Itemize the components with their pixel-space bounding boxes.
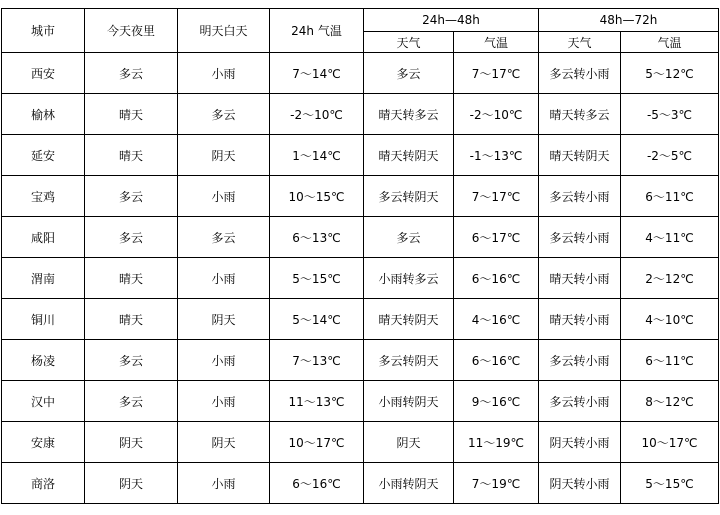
header-period-24-48: 24h—48h (364, 9, 539, 32)
weather-72h-cell: 多云转小雨 (539, 217, 621, 258)
header-weather-48: 天气 (364, 32, 454, 53)
weather-72h-cell: 晴天转阴天 (539, 135, 621, 176)
weather-48h-cell: 阴天 (364, 422, 454, 463)
table-row (2, 340, 719, 381)
weather-72h-cell: 多云转小雨 (539, 381, 621, 422)
temp-48h-cell: -2～10℃ (454, 94, 539, 135)
temp-72h-cell: 4～10℃ (621, 299, 719, 340)
temp-24h-cell: 10～15℃ (270, 176, 364, 217)
table-row (2, 135, 719, 176)
weather-48h-cell: 晴天转阴天 (364, 299, 454, 340)
weather-48h-cell: 多云 (364, 217, 454, 258)
city-cell: 延安 (2, 135, 85, 176)
city-cell: 商洛 (2, 463, 85, 504)
tonight-weather-cell: 多云 (85, 340, 178, 381)
table-row (2, 422, 719, 463)
table-body (2, 53, 719, 504)
temp-24h-cell: 6～13℃ (270, 217, 364, 258)
tomorrow-day-weather-cell: 多云 (178, 94, 270, 135)
tomorrow-day-weather-cell: 阴天 (178, 135, 270, 176)
tomorrow-day-weather-cell: 小雨 (178, 176, 270, 217)
temp-72h-cell: 10～17℃ (621, 422, 719, 463)
temp-72h-cell: -2～5℃ (621, 135, 719, 176)
tomorrow-day-weather-cell: 小雨 (178, 258, 270, 299)
temp-48h-cell: 7～17℃ (454, 176, 539, 217)
weather-72h-cell: 多云转小雨 (539, 340, 621, 381)
header-temp-48: 气温 (454, 32, 539, 53)
tonight-weather-cell: 晴天 (85, 299, 178, 340)
temp-48h-cell: 9～16℃ (454, 381, 539, 422)
weather-72h-cell: 晴天转小雨 (539, 258, 621, 299)
temp-24h-cell: 10～17℃ (270, 422, 364, 463)
weather-72h-cell: 多云转小雨 (539, 176, 621, 217)
tonight-weather-cell: 多云 (85, 53, 178, 94)
city-cell: 渭南 (2, 258, 85, 299)
temp-24h-cell: 5～15℃ (270, 258, 364, 299)
city-cell: 安康 (2, 422, 85, 463)
temp-24h-cell: 11～13℃ (270, 381, 364, 422)
tonight-weather-cell: 晴天 (85, 135, 178, 176)
header-city: 城市 (2, 9, 85, 53)
header-tomorrow-day: 明天白天 (178, 9, 270, 53)
temp-72h-cell: 6～11℃ (621, 340, 719, 381)
tonight-weather-cell: 晴天 (85, 94, 178, 135)
temp-24h-cell: 7～14℃ (270, 53, 364, 94)
temp-72h-cell: 8～12℃ (621, 381, 719, 422)
temp-24h-cell: -2～10℃ (270, 94, 364, 135)
tonight-weather-cell: 多云 (85, 381, 178, 422)
temp-48h-cell: 11～19℃ (454, 422, 539, 463)
temp-48h-cell: -1～13℃ (454, 135, 539, 176)
tonight-weather-cell: 多云 (85, 217, 178, 258)
temp-48h-cell: 6～17℃ (454, 217, 539, 258)
temp-72h-cell: 5～15℃ (621, 463, 719, 504)
header-period-48-72: 48h—72h (539, 9, 719, 32)
tomorrow-day-weather-cell: 小雨 (178, 53, 270, 94)
tomorrow-day-weather-cell: 小雨 (178, 381, 270, 422)
weather-48h-cell: 多云 (364, 53, 454, 94)
temp-24h-cell: 1～14℃ (270, 135, 364, 176)
weather-48h-cell: 晴天转多云 (364, 94, 454, 135)
header-weather-72: 天气 (539, 32, 621, 53)
weather-72h-cell: 阴天转小雨 (539, 463, 621, 504)
weather-48h-cell: 多云转阴天 (364, 176, 454, 217)
temp-48h-cell: 4～16℃ (454, 299, 539, 340)
weather-48h-cell: 晴天转阴天 (364, 135, 454, 176)
tonight-weather-cell: 多云 (85, 176, 178, 217)
city-cell: 西安 (2, 53, 85, 94)
table-row (2, 176, 719, 217)
city-cell: 榆林 (2, 94, 85, 135)
table-row (2, 217, 719, 258)
tomorrow-day-weather-cell: 小雨 (178, 463, 270, 504)
city-cell: 宝鸡 (2, 176, 85, 217)
city-cell: 汉中 (2, 381, 85, 422)
table-row (2, 53, 719, 94)
table-row (2, 381, 719, 422)
weather-72h-cell: 多云转小雨 (539, 53, 621, 94)
weather-48h-cell: 小雨转多云 (364, 258, 454, 299)
temp-24h-cell: 6～16℃ (270, 463, 364, 504)
table-row (2, 299, 719, 340)
weather-72h-cell: 晴天转多云 (539, 94, 621, 135)
tonight-weather-cell: 晴天 (85, 258, 178, 299)
table-header (2, 9, 719, 53)
temp-72h-cell: 6～11℃ (621, 176, 719, 217)
temp-72h-cell: 2～12℃ (621, 258, 719, 299)
temp-24h-cell: 7～13℃ (270, 340, 364, 381)
temp-72h-cell: 5～12℃ (621, 53, 719, 94)
weather-48h-cell: 多云转阴天 (364, 340, 454, 381)
temp-48h-cell: 6～16℃ (454, 258, 539, 299)
temp-72h-cell: 4～11℃ (621, 217, 719, 258)
city-cell: 咸阳 (2, 217, 85, 258)
table-row (2, 258, 719, 299)
weather-72h-cell: 阴天转小雨 (539, 422, 621, 463)
city-cell: 杨凌 (2, 340, 85, 381)
tonight-weather-cell: 阴天 (85, 422, 178, 463)
weather-48h-cell: 小雨转阴天 (364, 381, 454, 422)
weather-forecast-table (1, 8, 719, 504)
city-cell: 铜川 (2, 299, 85, 340)
temp-72h-cell: -5～3℃ (621, 94, 719, 135)
temp-48h-cell: 7～17℃ (454, 53, 539, 94)
tomorrow-day-weather-cell: 阴天 (178, 299, 270, 340)
temp-24h-cell: 5～14℃ (270, 299, 364, 340)
weather-48h-cell: 小雨转阴天 (364, 463, 454, 504)
temp-48h-cell: 7～19℃ (454, 463, 539, 504)
table-row (2, 94, 719, 135)
header-tonight: 今天夜里 (85, 9, 178, 53)
header-temp-24h: 24h 气温 (270, 9, 364, 53)
tomorrow-day-weather-cell: 多云 (178, 217, 270, 258)
table-row (2, 463, 719, 504)
temp-48h-cell: 6～16℃ (454, 340, 539, 381)
header-temp-72: 气温 (621, 32, 719, 53)
tonight-weather-cell: 阴天 (85, 463, 178, 504)
weather-72h-cell: 晴天转小雨 (539, 299, 621, 340)
tomorrow-day-weather-cell: 小雨 (178, 340, 270, 381)
tomorrow-day-weather-cell: 阴天 (178, 422, 270, 463)
